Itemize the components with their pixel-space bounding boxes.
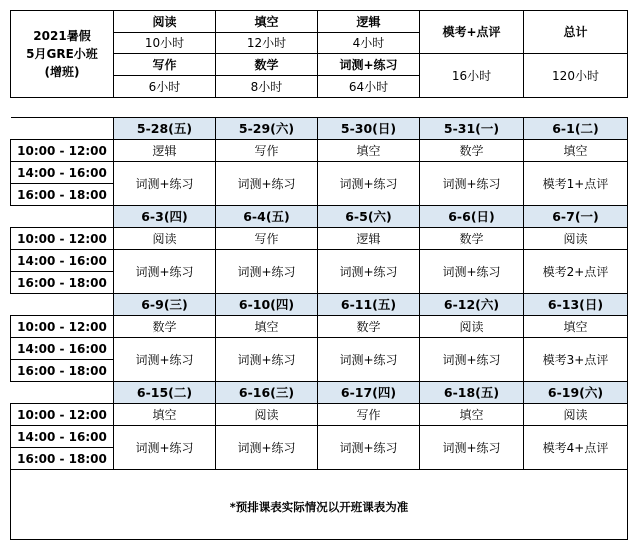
morning-session: 填空 xyxy=(216,316,318,338)
date-header: 6-11(五) xyxy=(318,294,420,316)
afternoon-row xyxy=(11,338,628,360)
week-header-corner xyxy=(11,118,114,140)
afternoon-session: 词测+练习 xyxy=(420,426,524,470)
afternoon-session: 模考1+点评 xyxy=(524,162,628,206)
date-header: 6-17(四) xyxy=(318,382,420,404)
subject-logic: 逻辑 xyxy=(318,11,420,33)
date-header: 6-3(四) xyxy=(114,206,216,228)
morning-session: 数学 xyxy=(318,316,420,338)
morning-session: 阅读 xyxy=(524,228,628,250)
hours-logic: 4小时 xyxy=(318,33,420,54)
afternoon-session: 词测+练习 xyxy=(216,426,318,470)
date-header: 6-5(六) xyxy=(318,206,420,228)
afternoon-session: 词测+练习 xyxy=(318,250,420,294)
date-header: 5-29(六) xyxy=(216,118,318,140)
morning-session: 数学 xyxy=(114,316,216,338)
afternoon-row xyxy=(11,426,628,448)
schedule-body xyxy=(11,118,628,540)
afternoon-session: 模考2+点评 xyxy=(524,250,628,294)
afternoon-session: 词测+练习 xyxy=(420,338,524,382)
time-slot-afternoon: 14:00 - 16:00 xyxy=(11,162,114,184)
afternoon-session: 词测+练习 xyxy=(420,162,524,206)
time-slot-afternoon: 14:00 - 16:00 xyxy=(11,426,114,448)
subject-writing: 写作 xyxy=(114,54,216,76)
morning-row xyxy=(11,228,628,250)
morning-session: 阅读 xyxy=(114,228,216,250)
afternoon-session: 模考3+点评 xyxy=(524,338,628,382)
week-header-corner xyxy=(11,382,114,404)
morning-session: 数学 xyxy=(420,140,524,162)
summary-table xyxy=(10,10,628,98)
course-title xyxy=(11,11,114,98)
morning-session: 阅读 xyxy=(216,404,318,426)
mock-hours: 16小时 xyxy=(420,54,524,98)
date-header: 6-6(日) xyxy=(420,206,524,228)
date-header: 6-10(四) xyxy=(216,294,318,316)
time-slot-morning: 10:00 - 12:00 xyxy=(11,404,114,426)
subject-vocab-practice: 词测+练习 xyxy=(318,54,420,76)
date-header: 6-16(三) xyxy=(216,382,318,404)
time-slot-morning: 10:00 - 12:00 xyxy=(11,140,114,162)
morning-session: 写作 xyxy=(318,404,420,426)
date-header: 6-15(二) xyxy=(114,382,216,404)
time-slot-evening: 16:00 - 18:00 xyxy=(11,360,114,382)
course-title-line3: (增班) xyxy=(44,65,80,79)
morning-session: 阅读 xyxy=(524,404,628,426)
morning-session: 填空 xyxy=(420,404,524,426)
morning-session: 填空 xyxy=(114,404,216,426)
afternoon-session: 词测+练习 xyxy=(114,338,216,382)
afternoon-row xyxy=(11,162,628,184)
week-header-corner xyxy=(11,294,114,316)
date-header: 6-18(五) xyxy=(420,382,524,404)
date-header: 6-7(一) xyxy=(524,206,628,228)
afternoon-session: 词测+练习 xyxy=(216,250,318,294)
afternoon-session: 词测+练习 xyxy=(318,426,420,470)
morning-session: 填空 xyxy=(524,316,628,338)
morning-session: 写作 xyxy=(216,228,318,250)
week-header-row xyxy=(11,382,628,404)
total-label: 总计 xyxy=(524,11,628,54)
afternoon-session: 词测+练习 xyxy=(318,338,420,382)
hours-vocab-practice: 64小时 xyxy=(318,76,420,98)
week-header-row xyxy=(11,118,628,140)
hours-math: 8小时 xyxy=(216,76,318,98)
morning-session: 填空 xyxy=(524,140,628,162)
course-title-line2: 5月GRE小班 xyxy=(26,47,98,61)
time-slot-morning: 10:00 - 12:00 xyxy=(11,228,114,250)
schedule-table xyxy=(10,117,628,540)
date-header: 6-19(六) xyxy=(524,382,628,404)
morning-row xyxy=(11,140,628,162)
time-slot-evening: 16:00 - 18:00 xyxy=(11,448,114,470)
date-header: 5-31(一) xyxy=(420,118,524,140)
date-header: 5-30(日) xyxy=(318,118,420,140)
morning-session: 逻辑 xyxy=(318,228,420,250)
morning-session: 填空 xyxy=(318,140,420,162)
hours-sentence-equivalence: 12小时 xyxy=(216,33,318,54)
schedule-note: *预排课表实际情况以开班课表为准 xyxy=(11,470,628,540)
hours-writing: 6小时 xyxy=(114,76,216,98)
afternoon-session: 模考4+点评 xyxy=(524,426,628,470)
week-header-row xyxy=(11,294,628,316)
afternoon-session: 词测+练习 xyxy=(420,250,524,294)
hours-reading: 10小时 xyxy=(114,33,216,54)
morning-session: 逻辑 xyxy=(114,140,216,162)
mock-label: 模考+点评 xyxy=(420,11,524,54)
afternoon-session: 词测+练习 xyxy=(114,250,216,294)
total-hours: 120小时 xyxy=(524,54,628,98)
note-row xyxy=(11,470,628,540)
morning-row xyxy=(11,316,628,338)
morning-row xyxy=(11,404,628,426)
time-slot-morning: 10:00 - 12:00 xyxy=(11,316,114,338)
date-header: 6-4(五) xyxy=(216,206,318,228)
afternoon-session: 词测+练习 xyxy=(216,338,318,382)
course-title-line1: 2021暑假 xyxy=(33,29,91,43)
subject-math: 数学 xyxy=(216,54,318,76)
time-slot-afternoon: 14:00 - 16:00 xyxy=(11,250,114,272)
afternoon-session: 词测+练习 xyxy=(318,162,420,206)
date-header: 6-13(日) xyxy=(524,294,628,316)
afternoon-session: 词测+练习 xyxy=(216,162,318,206)
date-header: 6-1(二) xyxy=(524,118,628,140)
date-header: 6-12(六) xyxy=(420,294,524,316)
date-header: 6-9(三) xyxy=(114,294,216,316)
time-slot-evening: 16:00 - 18:00 xyxy=(11,272,114,294)
subject-reading: 阅读 xyxy=(114,11,216,33)
morning-session: 数学 xyxy=(420,228,524,250)
afternoon-row xyxy=(11,250,628,272)
afternoon-session: 词测+练习 xyxy=(114,426,216,470)
morning-session: 阅读 xyxy=(420,316,524,338)
morning-session: 写作 xyxy=(216,140,318,162)
afternoon-session: 词测+练习 xyxy=(114,162,216,206)
time-slot-evening: 16:00 - 18:00 xyxy=(11,184,114,206)
date-header: 5-28(五) xyxy=(114,118,216,140)
subject-sentence-equivalence: 填空 xyxy=(216,11,318,33)
time-slot-afternoon: 14:00 - 16:00 xyxy=(11,338,114,360)
week-header-corner xyxy=(11,206,114,228)
week-header-row xyxy=(11,206,628,228)
